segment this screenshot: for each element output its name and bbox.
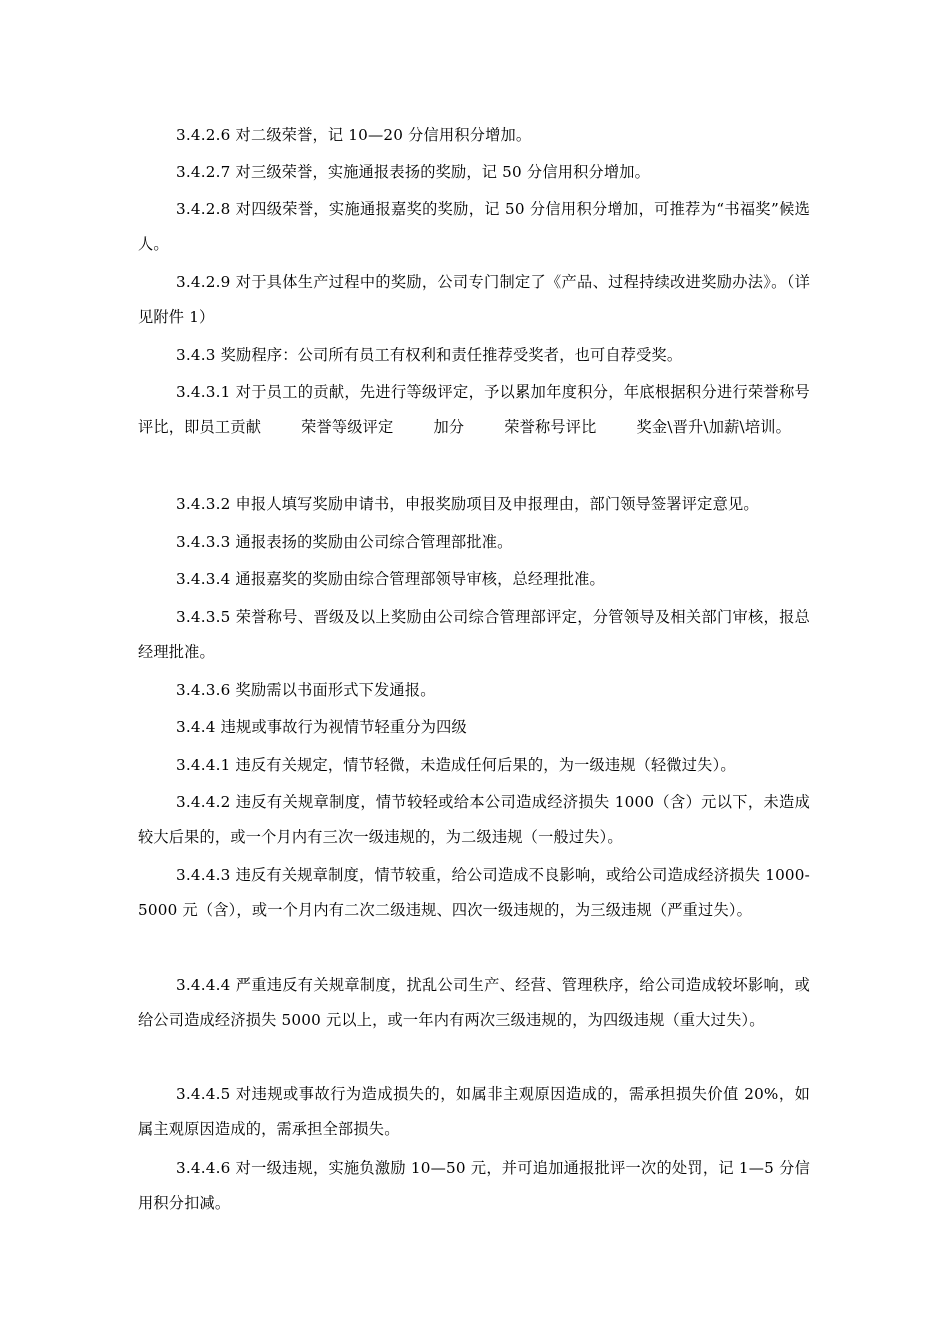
clause-3-4-2-9: 3.4.2.9 对于具体生产过程中的奖励，公司专门制定了《产品、过程持续改进奖励办法》。（详见附件 1） — [138, 273, 810, 326]
clause-3-4-3-2: 3.4.3.2 申报人填写奖励申请书，申报奖励项目及申报理由，部门领导签署评定意见。 — [176, 495, 759, 513]
flow-step-rewards: 奖金\晋升\加薪\培训。 — [636, 418, 791, 436]
clause-3-4-3-1 — [138, 375, 810, 445]
clause-3-4-2-7: 3.4.2.7 对三级荣誉，实施通报表扬的奖励，记 50 分信用积分增加。 — [176, 163, 651, 181]
clause-3-4-4-4: 3.4.4.4 严重违反有关规章制度，扰乱公司生产、经营、管理秩序，给公司造成较坏影响，或给公司造成经济损失 5000 元以上，或一年内有两次三级违规的，为四级违规（重大过失）。 — [138, 976, 810, 1029]
clause-3-4-4-1: 3.4.4.1 违反有关规定，情节轻微，未造成任何后果的，为一级违规（轻微过失）。 — [176, 756, 736, 774]
clause-3-4-2-8: 3.4.2.8 对四级荣誉，实施通报嘉奖的奖励，记 50 分信用积分增加，可推荐为“书福奖”候选人。 — [138, 200, 810, 253]
clause-3-4-3-6: 3.4.3.6 奖励需以书面形式下发通报。 — [176, 681, 436, 699]
clause-3-4-4-2: 3.4.4.2 违反有关规章制度，情节较轻或给本公司造成经济损失 1000（含）元以下，未造成较大后果的，或一个月内有三次一级违规的，为二级违规（一般过失）。 — [138, 793, 810, 846]
clause-3-4-3-4: 3.4.3.4 通报嘉奖的奖励由综合管理部领导审核，总经理批准。 — [176, 570, 605, 588]
clause-3-4-4-5: 3.4.4.5 对违规或事故行为造成损失的，如属非主观原因造成的，需承担损失价值 20%，如属主观原因造成的，需承担全部损失。 — [138, 1085, 810, 1138]
flow-step-title-selection: 荣誉称号评比 — [504, 418, 597, 436]
clause-3-4-4: 3.4.4 违规或事故行为视情节轻重分为四级 — [176, 718, 467, 736]
flow-step-add-points: 加分 — [433, 418, 465, 436]
clause-3-4-4-3: 3.4.4.3 违反有关规章制度，情节较重，给公司造成不良影响，或给公司造成经济损失 1000-5000 元（含），或一个月内有二次二级违规、四次一级违规的，为三级违规（严重过失）。 — [138, 866, 810, 919]
clause-3-4-4-6: 3.4.4.6 对一级违规，实施负激励 10—50 元，并可追加通报批评一次的处罚，记 1—5 分信用积分扣减。 — [138, 1159, 810, 1212]
clause-3-4-2-6: 3.4.2.6 对二级荣誉，记 10—20 分信用积分增加。 — [176, 126, 532, 144]
clause-3-4-3-1-intro: 3.4.3.1 对于员工的贡献，先进行等级评定，予以累加年度积分，年底根据积分进行荣誉称号评比，即员工贡献 — [138, 383, 810, 436]
clause-3-4-3-3: 3.4.3.3 通报表扬的奖励由公司综合管理部批准。 — [176, 533, 513, 551]
clause-3-4-3-5: 3.4.3.5 荣誉称号、晋级及以上奖励由公司综合管理部评定，分管领导及相关部门审核，报总经理批准。 — [138, 608, 810, 661]
clause-3-4-3: 3.4.3 奖励程序：公司所有员工有权利和责任推荐受奖者，也可自荐受奖。 — [176, 346, 683, 364]
flow-step-honor-grade: 荣誉等级评定 — [301, 418, 394, 436]
